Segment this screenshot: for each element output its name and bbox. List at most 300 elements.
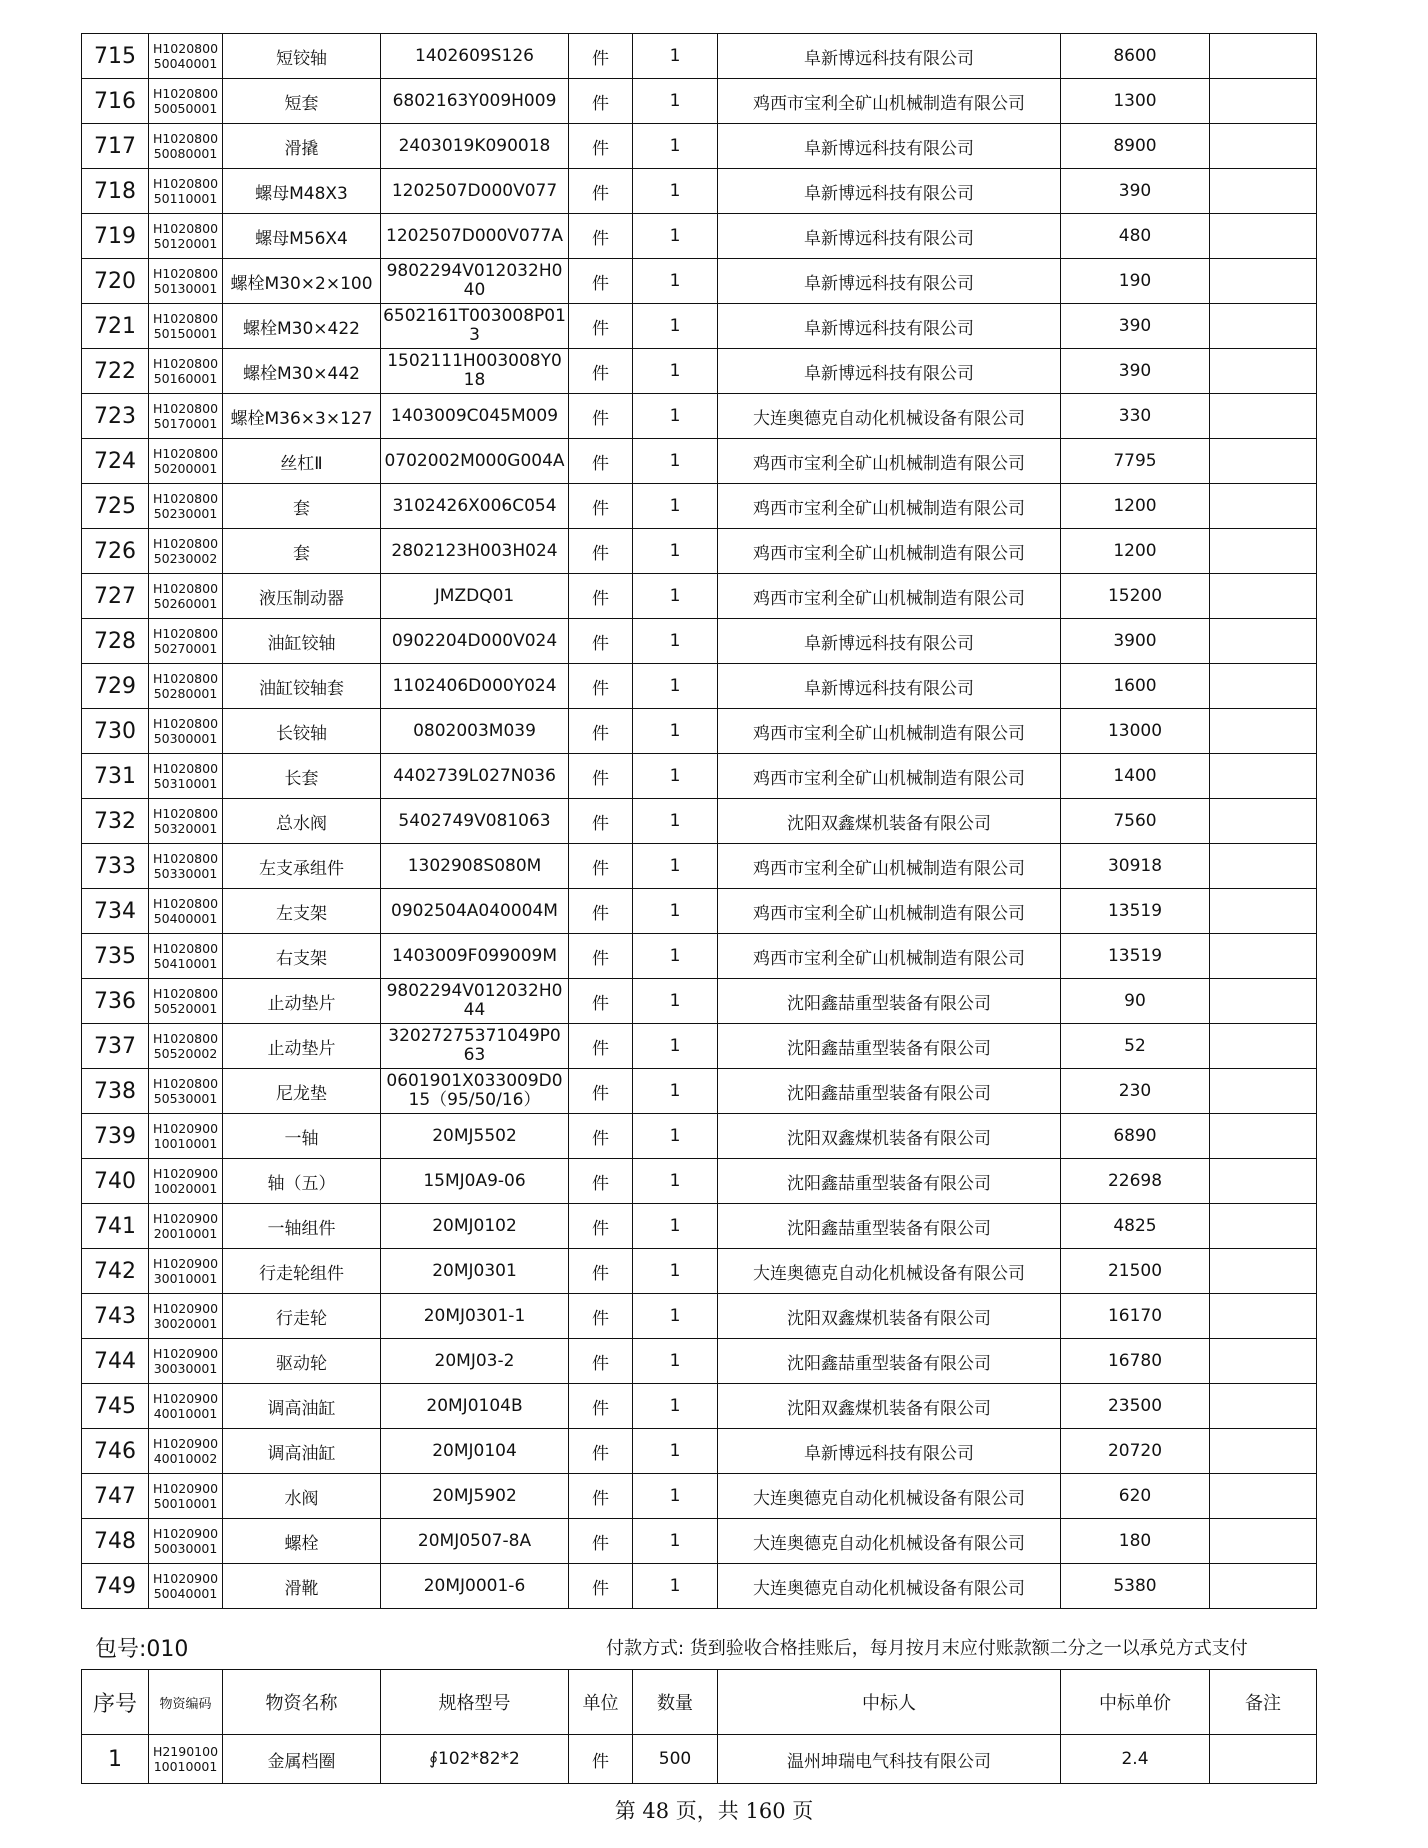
remark xyxy=(1210,79,1317,124)
row-number: 721 xyxy=(82,304,149,349)
winning-bidder: 鸡西市宝利全矿山机械制造有限公司 xyxy=(718,439,1061,484)
material-code-line1: H1020800 xyxy=(152,41,219,56)
material-code-line2: 50110001 xyxy=(153,191,218,206)
row-number: 729 xyxy=(82,664,149,709)
remark xyxy=(1210,124,1317,169)
row-number: 732 xyxy=(82,799,149,844)
material-code-line2: 10020001 xyxy=(153,1181,218,1196)
material-code-line2: 50520002 xyxy=(153,1046,218,1061)
quantity: 1 xyxy=(633,934,718,979)
winning-bidder: 大连奥德克自动化机械设备有限公司 xyxy=(718,1564,1061,1609)
spec-model: 20MJ0301-1 xyxy=(381,1294,569,1339)
header-price: 中标单价 xyxy=(1061,1670,1210,1735)
unit-price: 3900 xyxy=(1061,619,1210,664)
material-code-line1: H1020900 xyxy=(152,1526,219,1541)
material-name: 螺栓M30×2×100 xyxy=(223,259,381,304)
material-code-line1: H1020800 xyxy=(152,176,219,191)
spec-model: 0802003M039 xyxy=(381,709,569,754)
spec-model: 1403009F099009M xyxy=(381,934,569,979)
material-code-line1: H1020800 xyxy=(152,626,219,641)
material-code-line1: H1020900 xyxy=(152,1166,219,1181)
remark xyxy=(1210,169,1317,214)
unit: 件 xyxy=(569,979,633,1024)
winning-bidder: 沈阳双鑫煤机装备有限公司 xyxy=(718,1294,1061,1339)
material-code-line1: H1020900 xyxy=(152,1481,219,1496)
unit-price: 6890 xyxy=(1061,1114,1210,1159)
unit-price: 190 xyxy=(1061,259,1210,304)
table-row xyxy=(82,304,1317,349)
material-code-line2: 50040001 xyxy=(153,1586,218,1601)
winning-bidder: 鸡西市宝利全矿山机械制造有限公司 xyxy=(718,484,1061,529)
material-code-line2: 50080001 xyxy=(153,146,218,161)
row-number: 717 xyxy=(82,124,149,169)
winning-bidder: 沈阳鑫喆重型装备有限公司 xyxy=(718,1339,1061,1384)
unit: 件 xyxy=(569,1339,633,1384)
unit-price: 2.4 xyxy=(1061,1735,1210,1784)
header-remark: 备注 xyxy=(1210,1670,1317,1735)
row-number: 722 xyxy=(82,349,149,394)
material-code-line2: 50150001 xyxy=(153,326,218,341)
table-row xyxy=(82,34,1317,79)
winning-bidder: 鸡西市宝利全矿山机械制造有限公司 xyxy=(718,529,1061,574)
material-name: 一轴组件 xyxy=(223,1204,381,1249)
winning-bidder: 阜新博远科技有限公司 xyxy=(718,619,1061,664)
spec-model: 2802123H003H024 xyxy=(381,529,569,574)
spec-model: ∮102*82*2 xyxy=(381,1735,569,1784)
material-code-line2: 50120001 xyxy=(153,236,218,251)
quantity: 1 xyxy=(633,1249,718,1294)
winning-bidder: 阜新博远科技有限公司 xyxy=(718,304,1061,349)
header-supplier: 中标人 xyxy=(718,1670,1061,1735)
unit-price: 21500 xyxy=(1061,1249,1210,1294)
material-code-line2: 50170001 xyxy=(153,416,218,431)
remark xyxy=(1210,484,1317,529)
table-row xyxy=(82,1069,1317,1114)
material-name: 螺栓 xyxy=(223,1519,381,1564)
material-code-line1: H1020800 xyxy=(152,806,219,821)
spec-model: 6802163Y009H009 xyxy=(381,79,569,124)
winning-bidder: 鸡西市宝利全矿山机械制造有限公司 xyxy=(718,709,1061,754)
material-name: 长铰轴 xyxy=(223,709,381,754)
material-code-line1: H1020800 xyxy=(152,761,219,776)
material-code-line1: H1020900 xyxy=(152,1571,219,1586)
table-row xyxy=(82,1735,1317,1784)
quantity: 1 xyxy=(633,34,718,79)
spec-model: 1102406D000Y024 xyxy=(381,664,569,709)
unit-price: 8900 xyxy=(1061,124,1210,169)
items-table xyxy=(81,33,1317,1609)
material-code-line1: H1020800 xyxy=(152,581,219,596)
spec-model: 20MJ0102 xyxy=(381,1204,569,1249)
table-row xyxy=(82,394,1317,439)
material-code-line1: H1020800 xyxy=(152,851,219,866)
unit: 件 xyxy=(569,1384,633,1429)
quantity: 1 xyxy=(633,1294,718,1339)
material-code xyxy=(149,844,223,889)
table-row xyxy=(82,439,1317,484)
winning-bidder: 阜新博远科技有限公司 xyxy=(718,664,1061,709)
material-code xyxy=(149,1159,223,1204)
payment-terms: 付款方式: 货到验收合格挂账后，每月按月末应付账款额二分之一以承兑方式支付 xyxy=(606,1638,1248,1659)
remark xyxy=(1210,349,1317,394)
unit: 件 xyxy=(569,1024,633,1069)
material-code-line2: 50270001 xyxy=(153,641,218,656)
material-code-line2: 50260001 xyxy=(153,596,218,611)
material-code xyxy=(149,619,223,664)
material-code-line2: 50320001 xyxy=(153,821,218,836)
material-code-line1: H1020800 xyxy=(152,131,219,146)
remark xyxy=(1210,1564,1317,1609)
unit: 件 xyxy=(569,799,633,844)
unit: 件 xyxy=(569,169,633,214)
material-code xyxy=(149,214,223,259)
material-code-line1: H1020900 xyxy=(152,1121,219,1136)
table-row xyxy=(82,529,1317,574)
quantity: 1 xyxy=(633,574,718,619)
row-number: 739 xyxy=(82,1114,149,1159)
material-name: 滑撬 xyxy=(223,124,381,169)
remark xyxy=(1210,1384,1317,1429)
unit-price: 7560 xyxy=(1061,799,1210,844)
remark xyxy=(1210,574,1317,619)
material-code-line2: 50530001 xyxy=(153,1091,218,1106)
spec-model: 32027275371049P063 xyxy=(381,1024,569,1069)
row-number: 730 xyxy=(82,709,149,754)
quantity: 1 xyxy=(633,1474,718,1519)
material-code xyxy=(149,439,223,484)
header-no: 序号 xyxy=(82,1670,149,1735)
unit: 件 xyxy=(569,259,633,304)
material-code xyxy=(149,394,223,439)
items-table-body xyxy=(82,34,1317,1609)
remark xyxy=(1210,664,1317,709)
quantity: 1 xyxy=(633,1564,718,1609)
spec-model: 0902504A040004M xyxy=(381,889,569,934)
spec-model: 1502111H003008Y018 xyxy=(381,349,569,394)
unit: 件 xyxy=(569,439,633,484)
material-code-line2: 50040001 xyxy=(153,56,218,71)
remark xyxy=(1210,1339,1317,1384)
material-name: 螺栓M30×422 xyxy=(223,304,381,349)
material-name: 套 xyxy=(223,484,381,529)
winning-bidder: 沈阳鑫喆重型装备有限公司 xyxy=(718,1024,1061,1069)
quantity: 1 xyxy=(633,1069,718,1114)
material-code-line2: 50300001 xyxy=(153,731,218,746)
table-row xyxy=(82,709,1317,754)
unit-price: 1200 xyxy=(1061,529,1210,574)
winning-bidder: 阜新博远科技有限公司 xyxy=(718,259,1061,304)
spec-model: 20MJ0104B xyxy=(381,1384,569,1429)
spec-model: 5402749V081063 xyxy=(381,799,569,844)
spec-model: 6502161T003008P013 xyxy=(381,304,569,349)
unit: 件 xyxy=(569,214,633,259)
material-code xyxy=(149,1429,223,1474)
remark xyxy=(1210,214,1317,259)
material-code xyxy=(149,484,223,529)
header-name: 物资名称 xyxy=(223,1670,381,1735)
remark xyxy=(1210,1204,1317,1249)
spec-model: 9802294V012032H040 xyxy=(381,259,569,304)
spec-model: 9802294V012032H044 xyxy=(381,979,569,1024)
material-code-line2: 10010001 xyxy=(153,1136,218,1151)
unit-price: 30918 xyxy=(1061,844,1210,889)
material-name: 行走轮 xyxy=(223,1294,381,1339)
winning-bidder: 鸡西市宝利全矿山机械制造有限公司 xyxy=(718,934,1061,979)
material-code-line1: H1020800 xyxy=(152,446,219,461)
quantity: 1 xyxy=(633,484,718,529)
unit: 件 xyxy=(569,574,633,619)
material-code xyxy=(149,124,223,169)
material-code-line2: 50200001 xyxy=(153,461,218,476)
material-name: 短铰轴 xyxy=(223,34,381,79)
unit: 件 xyxy=(569,1294,633,1339)
winning-bidder: 阜新博远科技有限公司 xyxy=(718,1429,1061,1474)
material-code-line1: H1020800 xyxy=(152,86,219,101)
table-row xyxy=(82,1204,1317,1249)
table-row xyxy=(82,124,1317,169)
unit-price: 330 xyxy=(1061,394,1210,439)
material-code-line2: 50520001 xyxy=(153,1001,218,1016)
material-code xyxy=(149,1114,223,1159)
unit: 件 xyxy=(569,1735,633,1784)
winning-bidder: 阜新博远科技有限公司 xyxy=(718,124,1061,169)
unit: 件 xyxy=(569,754,633,799)
material-code-line1: H1020800 xyxy=(152,1031,219,1046)
package-table-body xyxy=(82,1735,1317,1784)
unit: 件 xyxy=(569,1159,633,1204)
material-code xyxy=(149,79,223,124)
material-code-line1: H1020900 xyxy=(152,1211,219,1226)
table-row xyxy=(82,1384,1317,1429)
row-number: 723 xyxy=(82,394,149,439)
remark xyxy=(1210,1474,1317,1519)
remark xyxy=(1210,1735,1317,1784)
row-number: 748 xyxy=(82,1519,149,1564)
table-row xyxy=(82,754,1317,799)
material-code-line1: H1020800 xyxy=(152,356,219,371)
table-row xyxy=(82,349,1317,394)
material-code xyxy=(149,1024,223,1069)
unit-price: 480 xyxy=(1061,214,1210,259)
remark xyxy=(1210,304,1317,349)
spec-model: 0601901X033009D015（95/50/16） xyxy=(381,1069,569,1114)
material-code xyxy=(149,1249,223,1294)
remark xyxy=(1210,979,1317,1024)
material-code-line2: 40010002 xyxy=(153,1451,218,1466)
material-name: 尼龙垫 xyxy=(223,1069,381,1114)
row-number: 725 xyxy=(82,484,149,529)
unit-price: 7795 xyxy=(1061,439,1210,484)
quantity: 1 xyxy=(633,1159,718,1204)
material-name: 长套 xyxy=(223,754,381,799)
row-number: 740 xyxy=(82,1159,149,1204)
material-code-line1: H1020800 xyxy=(152,986,219,1001)
table-row xyxy=(82,1429,1317,1474)
material-name: 螺母M56X4 xyxy=(223,214,381,259)
material-name: 油缸铰轴套 xyxy=(223,664,381,709)
spec-model: 1202507D000V077A xyxy=(381,214,569,259)
material-code xyxy=(149,574,223,619)
winning-bidder: 大连奥德克自动化机械设备有限公司 xyxy=(718,1519,1061,1564)
remark xyxy=(1210,394,1317,439)
unit: 件 xyxy=(569,664,633,709)
quantity: 1 xyxy=(633,979,718,1024)
unit: 件 xyxy=(569,1069,633,1114)
material-name: 驱动轮 xyxy=(223,1339,381,1384)
table-row xyxy=(82,1294,1317,1339)
unit-price: 1600 xyxy=(1061,664,1210,709)
remark xyxy=(1210,844,1317,889)
material-name: 一轴 xyxy=(223,1114,381,1159)
material-code-line1: H1020800 xyxy=(152,401,219,416)
remark xyxy=(1210,709,1317,754)
row-number: 741 xyxy=(82,1204,149,1249)
remark xyxy=(1210,754,1317,799)
table-row xyxy=(82,619,1317,664)
unit-price: 1400 xyxy=(1061,754,1210,799)
material-name: 左支承组件 xyxy=(223,844,381,889)
material-code-line2: 50280001 xyxy=(153,686,218,701)
winning-bidder: 沈阳鑫喆重型装备有限公司 xyxy=(718,1204,1061,1249)
material-code xyxy=(149,1519,223,1564)
unit-price: 16170 xyxy=(1061,1294,1210,1339)
material-code-line1: H1020800 xyxy=(152,716,219,731)
package-table xyxy=(81,1669,1317,1784)
material-code-line2: 40010001 xyxy=(153,1406,218,1421)
table-row xyxy=(82,1024,1317,1069)
material-code-line1: H1020800 xyxy=(152,536,219,551)
package-number: 包号:010 xyxy=(95,1637,189,1662)
material-code-line1: H1020900 xyxy=(152,1391,219,1406)
winning-bidder: 沈阳鑫喆重型装备有限公司 xyxy=(718,1069,1061,1114)
row-number: 749 xyxy=(82,1564,149,1609)
material-name: 螺母M48X3 xyxy=(223,169,381,214)
material-code xyxy=(149,1564,223,1609)
unit-price: 180 xyxy=(1061,1519,1210,1564)
remark xyxy=(1210,1024,1317,1069)
row-number: 743 xyxy=(82,1294,149,1339)
spec-model: 1302908S080M xyxy=(381,844,569,889)
row-number: 728 xyxy=(82,619,149,664)
spec-model: 20MJ03-2 xyxy=(381,1339,569,1384)
quantity: 1 xyxy=(633,889,718,934)
table-row xyxy=(82,79,1317,124)
material-code-line2: 50010001 xyxy=(153,1496,218,1511)
page-footer: 第 48 页，共 160 页 xyxy=(614,1799,814,1823)
material-name: 行走轮组件 xyxy=(223,1249,381,1294)
table-row xyxy=(82,1474,1317,1519)
material-code xyxy=(149,979,223,1024)
material-code-line1: H1020800 xyxy=(152,266,219,281)
remark xyxy=(1210,1294,1317,1339)
unit: 件 xyxy=(569,1204,633,1249)
material-code xyxy=(149,799,223,844)
spec-model: 15MJ0A9-06 xyxy=(381,1159,569,1204)
material-code-line2: 50230001 xyxy=(153,506,218,521)
spec-model: JMZDQ01 xyxy=(381,574,569,619)
unit: 件 xyxy=(569,1519,633,1564)
winning-bidder: 鸡西市宝利全矿山机械制造有限公司 xyxy=(718,889,1061,934)
spec-model: 4402739L027N036 xyxy=(381,754,569,799)
material-code-line2: 50310001 xyxy=(153,776,218,791)
material-code xyxy=(149,1069,223,1114)
material-code-line1: H1020900 xyxy=(152,1256,219,1271)
unit-price: 20720 xyxy=(1061,1429,1210,1474)
unit: 件 xyxy=(569,844,633,889)
quantity: 1 xyxy=(633,304,718,349)
winning-bidder: 鸡西市宝利全矿山机械制造有限公司 xyxy=(718,754,1061,799)
material-code xyxy=(149,259,223,304)
material-name: 右支架 xyxy=(223,934,381,979)
spec-model: 20MJ0001-6 xyxy=(381,1564,569,1609)
material-code xyxy=(149,529,223,574)
unit-price: 13519 xyxy=(1061,889,1210,934)
remark xyxy=(1210,1519,1317,1564)
unit: 件 xyxy=(569,1249,633,1294)
material-code-line2: 20010001 xyxy=(153,1226,218,1241)
unit-price: 23500 xyxy=(1061,1384,1210,1429)
row-number: 724 xyxy=(82,439,149,484)
material-code xyxy=(149,1384,223,1429)
material-code-line2: 50160001 xyxy=(153,371,218,386)
winning-bidder: 鸡西市宝利全矿山机械制造有限公司 xyxy=(718,79,1061,124)
unit: 件 xyxy=(569,529,633,574)
material-code-line2: 10010001 xyxy=(153,1759,218,1774)
spec-model: 1402609S126 xyxy=(381,34,569,79)
material-code xyxy=(149,1735,223,1784)
winning-bidder: 鸡西市宝利全矿山机械制造有限公司 xyxy=(718,844,1061,889)
header-qty: 数量 xyxy=(633,1670,718,1735)
material-name: 油缸铰轴 xyxy=(223,619,381,664)
material-name: 水阀 xyxy=(223,1474,381,1519)
header-spec: 规格型号 xyxy=(381,1670,569,1735)
unit: 件 xyxy=(569,889,633,934)
unit-price: 620 xyxy=(1061,1474,1210,1519)
table-row xyxy=(82,1159,1317,1204)
material-code-line2: 50030001 xyxy=(153,1541,218,1556)
row-number: 727 xyxy=(82,574,149,619)
quantity: 1 xyxy=(633,439,718,484)
spec-model: 20MJ0507-8A xyxy=(381,1519,569,1564)
table-row xyxy=(82,889,1317,934)
material-code-line2: 50410001 xyxy=(153,956,218,971)
quantity: 1 xyxy=(633,214,718,259)
row-number: 720 xyxy=(82,259,149,304)
quantity: 1 xyxy=(633,1519,718,1564)
remark xyxy=(1210,799,1317,844)
unit-price: 1200 xyxy=(1061,484,1210,529)
remark xyxy=(1210,934,1317,979)
quantity: 1 xyxy=(633,124,718,169)
material-code-line2: 50400001 xyxy=(153,911,218,926)
unit-price: 8600 xyxy=(1061,34,1210,79)
quantity: 1 xyxy=(633,664,718,709)
unit: 件 xyxy=(569,1114,633,1159)
quantity: 1 xyxy=(633,529,718,574)
row-number: 731 xyxy=(82,754,149,799)
package-header-row xyxy=(82,1670,1317,1735)
unit-price: 16780 xyxy=(1061,1339,1210,1384)
material-code xyxy=(149,1339,223,1384)
unit-price: 4825 xyxy=(1061,1204,1210,1249)
spec-model: 1403009C045M009 xyxy=(381,394,569,439)
quantity: 1 xyxy=(633,1384,718,1429)
row-number: 726 xyxy=(82,529,149,574)
unit-price: 52 xyxy=(1061,1024,1210,1069)
material-name: 螺栓M30×442 xyxy=(223,349,381,394)
row-number: 716 xyxy=(82,79,149,124)
material-code-line2: 50330001 xyxy=(153,866,218,881)
